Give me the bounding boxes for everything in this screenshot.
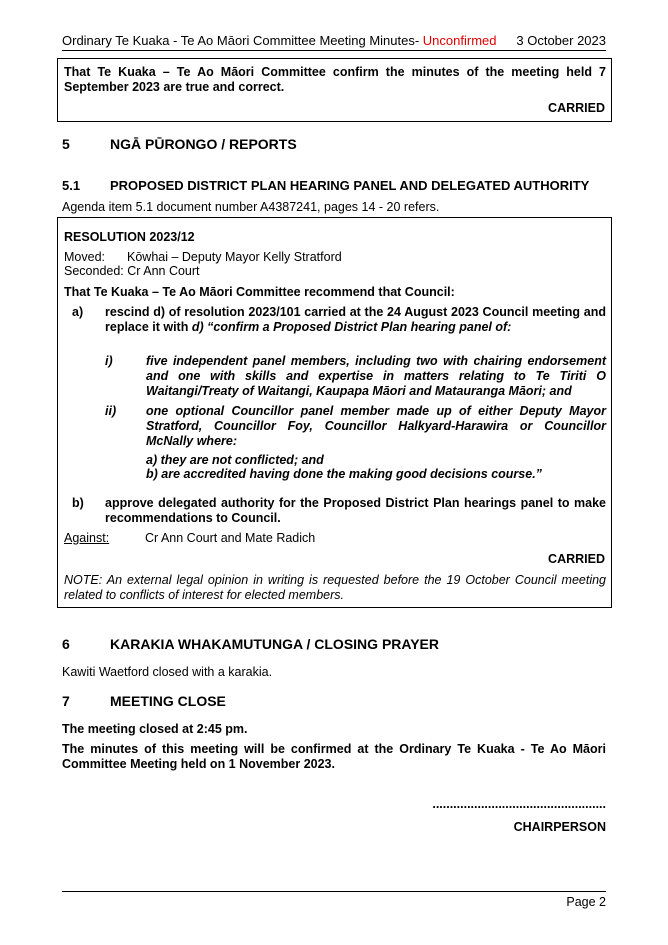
section-5-1-number: 5.1: [62, 178, 81, 193]
page-header: [62, 33, 606, 51]
item-ii-text: one optional Councillor panel member made up of either Deputy Mayor Stratford, Councillor Foy, Councillor Halkyard-Harawira or Councillor McNally where:: [146, 404, 606, 448]
moved-label: Moved:: [64, 250, 105, 264]
page-number: Page 2: [566, 895, 606, 909]
item-b-label: b): [72, 496, 84, 510]
against-value: Cr Ann Court and Mate Radich: [145, 531, 316, 545]
item-ii-sub-b: b) are accredited having done the making good decisions course.”: [146, 467, 542, 481]
resolution-title: RESOLUTION 2023/12: [64, 230, 195, 244]
item-b-text: approve delegated authority for the Proposed District Plan hearings panel to make recommendations to Council.: [105, 496, 606, 525]
section-5-1-title: PROPOSED DISTRICT PLAN HEARING PANEL AND DELEGATED AUTHORITY: [110, 178, 590, 193]
item-a-label: a): [72, 305, 84, 319]
item-a-text-italic: d) “confirm a Proposed District Plan hearing panel of:: [191, 320, 512, 334]
section-7-title: MEETING CLOSE: [110, 693, 226, 709]
header-title: [62, 33, 497, 49]
section-6-title: KARAKIA WHAKAMUTUNGA / CLOSING PRAYER: [110, 636, 439, 652]
resolution-carried: CARRIED: [548, 552, 605, 566]
item-ii-sub-a: a) they are not conflicted; and: [146, 453, 324, 467]
item-a-text: [105, 305, 606, 335]
section-7-number: 7: [62, 693, 70, 709]
header-status: Unconfirmed: [422, 33, 497, 48]
chairperson-label: CHAIRPERSON: [513, 820, 606, 834]
section-5-title: NGĀ PŪRONGO / REPORTS: [110, 136, 297, 152]
against-label: Against:: [64, 531, 110, 545]
item-i-label: i): [105, 354, 113, 368]
signature-line: ..................................................: [432, 797, 606, 811]
section-5-number: 5: [62, 136, 70, 152]
resolution-box: [57, 217, 612, 608]
seconded-row: [64, 264, 200, 279]
seconded-label: Seconded:: [64, 264, 124, 278]
closing-prayer-text: Kawiti Waetford closed with a karakia.: [62, 665, 273, 679]
item-a-text-plain: rescind d) of resolution 2023/101 carried at the 24 August 2023 Council meeting and replace it with: [105, 305, 606, 334]
seconded-value: Cr Ann Court: [127, 264, 200, 278]
section-6-number: 6: [62, 636, 70, 652]
resolution-intro: That Te Kuaka – Te Ao Māori Committee recommend that Council:: [64, 285, 455, 299]
confirm-minutes-text: That Te Kuaka – Te Ao Māori Committee confirm the minutes of the meeting held 7 September 2023 are true and correct.: [64, 65, 606, 94]
item-i-text: five independent panel members, including two with chairing endorsement and one with skills and expertise in matters relating to Te Tiriti O Waitangi/Treaty of Waitangi, Kaupapa Māori and Matauranga Māori; and: [146, 354, 606, 398]
header-title-text: Ordinary Te Kuaka - Te Ao Māori Committee Meeting Minutes-: [62, 33, 423, 48]
confirm-minutes-box: [57, 58, 612, 122]
resolution-note: NOTE: An external legal opinion in writing is requested before the 19 October Council meeting related to conflicts of interest for elected members.: [64, 573, 606, 602]
agenda-reference: Agenda item 5.1 document number A4387241, pages 14 - 20 refers.: [62, 200, 440, 214]
minutes-confirmation-note: The minutes of this meeting will be confirmed at the Ordinary Te Kuaka - Te Ao Māori Committee Meeting held on 1 November 2023.: [62, 742, 606, 771]
carried-label: CARRIED: [548, 101, 605, 115]
moved-value: Kōwhai – Deputy Mayor Kelly Stratford: [127, 250, 342, 264]
footer-divider: [62, 891, 606, 892]
item-ii-label: ii): [105, 404, 117, 418]
meeting-closed-time: The meeting closed at 2:45 pm.: [62, 722, 248, 736]
header-date: 3 October 2023: [516, 33, 606, 48]
